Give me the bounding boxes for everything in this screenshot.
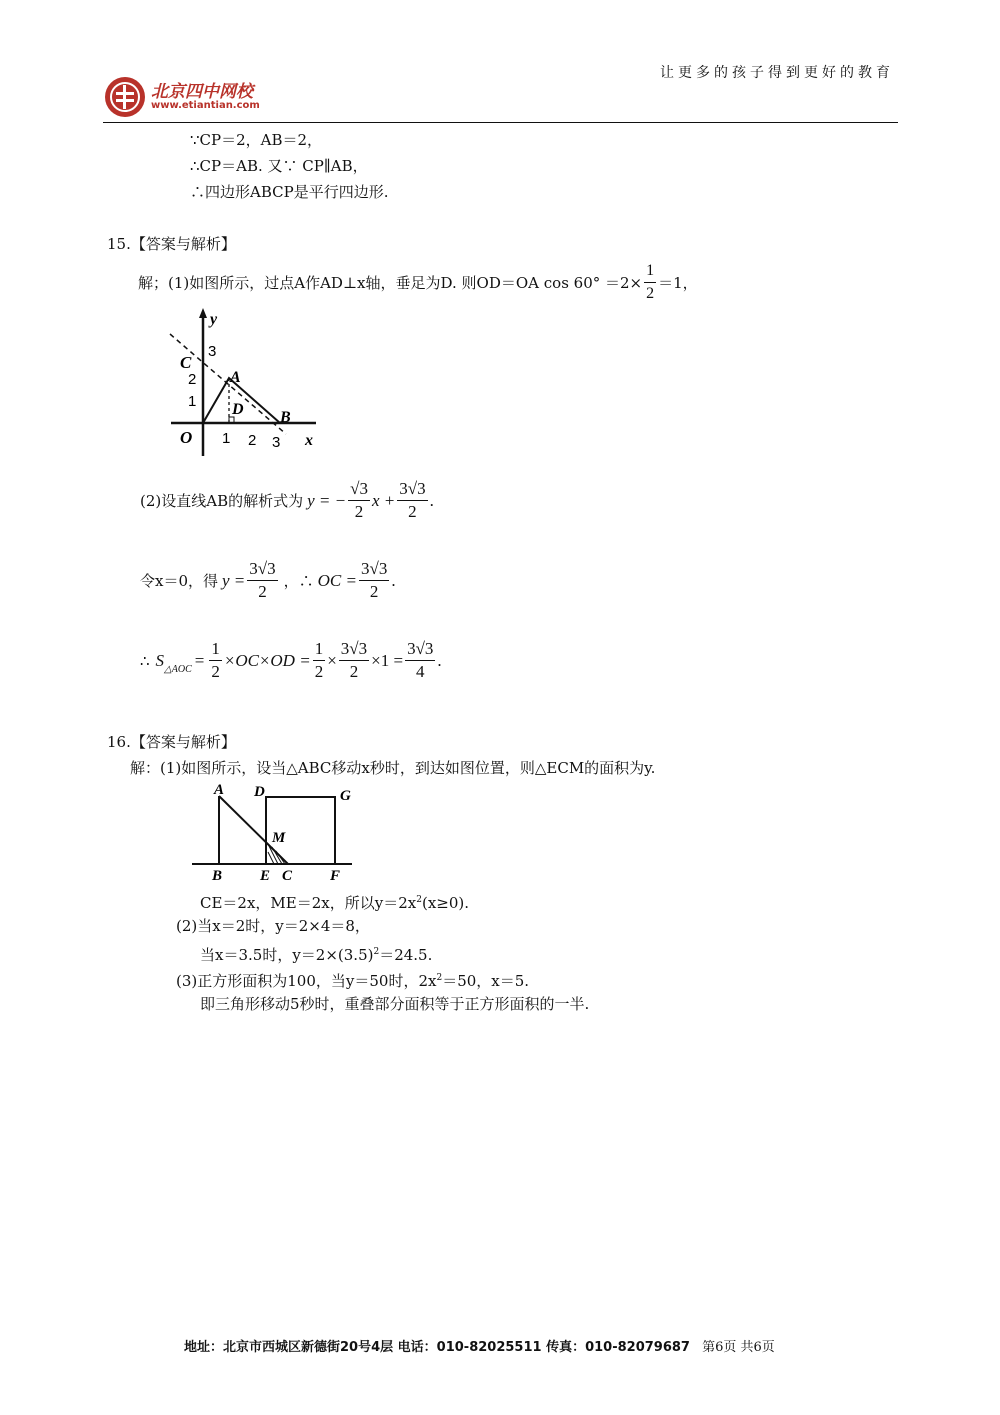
- q15-part2-text: (2)设直线AB的解析式为: [140, 491, 304, 510]
- q16-figure: [190, 780, 360, 882]
- label-c: C: [180, 353, 192, 372]
- q15-area: [140, 638, 442, 683]
- q16-title: 16.【答案与解析】: [107, 733, 236, 751]
- tick-y2: 2: [188, 371, 197, 388]
- q15-part3: [140, 558, 396, 603]
- logo-url: www.etiantian.com: [151, 100, 260, 111]
- frac-3sqrt3-over-2-c: [339, 638, 369, 683]
- frac-3sqrt3-over-2: [247, 558, 277, 603]
- frac-3sqrt3-over-4: [405, 638, 435, 683]
- q15-title: 15.【答案与解析】: [107, 235, 236, 253]
- header-rule: [103, 122, 898, 123]
- footer: [184, 1336, 775, 1355]
- q15-part2: [140, 478, 434, 523]
- logo-text: 北京四中网校: [151, 82, 253, 102]
- q16-part2-end: (x≥0).: [421, 894, 470, 912]
- label-f: F: [330, 868, 341, 882]
- q15-part1: [138, 260, 698, 305]
- frac-numerator: √3: [348, 478, 370, 501]
- q16-part3: (2)当x＝2时，y＝2×4＝8，: [176, 917, 370, 935]
- frac-denominator: 2: [354, 502, 364, 521]
- superscript: 2: [416, 895, 422, 905]
- label-b: B: [212, 868, 223, 882]
- tick-x3: 3: [272, 434, 281, 451]
- frac-denominator: 2: [408, 502, 417, 521]
- q15-part3-text: 令x＝0，得: [140, 571, 219, 590]
- eq-x-plus: x +: [371, 490, 396, 510]
- label-c: C: [282, 868, 293, 882]
- frac-denominator: 2: [369, 582, 379, 601]
- q16-part5-end: ＝50，x＝5.: [442, 972, 530, 990]
- eq-dot: .: [437, 650, 442, 670]
- superscript: 2: [436, 973, 443, 983]
- q16-part4-text: 当x＝3.5时，y＝2×(3.5): [200, 946, 374, 964]
- eq-times-1: ×1 =: [371, 650, 404, 670]
- q15-part1-end: ＝1，: [658, 273, 698, 292]
- prev-line-2: ∴CP＝AB. 又∵ CP∥AB，: [190, 157, 368, 175]
- eq-dot: .: [391, 570, 396, 590]
- q16-part5: [176, 968, 529, 991]
- eq-times: ×: [327, 650, 337, 670]
- q16-part1: 解：(1)如图所示，设当△ABC移动x秒时，到达如图位置，则△ECM的面积为y.: [130, 759, 656, 777]
- frac-3sqrt3-over-2-b: [359, 558, 389, 603]
- footer-address: 地址：北京市西城区新德街20号4层 电话：010-82025511 传真：010-82079687: [184, 1340, 690, 1355]
- frac-3sqrt3-over-2: [397, 478, 427, 523]
- q16-part2-text: CE＝2x，ME＝2x，所以y＝2x: [200, 894, 417, 912]
- label-y: y: [210, 311, 218, 328]
- eq-equals: =: [194, 650, 205, 670]
- label-o: O: [180, 428, 193, 447]
- comma-therefore: ，∴: [283, 571, 314, 590]
- frac-denominator: 2: [646, 285, 655, 302]
- label-g: G: [340, 788, 351, 804]
- frac-denominator: 2: [258, 582, 267, 601]
- logo: [103, 73, 278, 121]
- frac-numerator: 3√3: [359, 558, 389, 581]
- eq-dot: .: [429, 490, 434, 510]
- logo-emblem-icon: [103, 75, 147, 119]
- q15-part1-fraction: [644, 260, 656, 305]
- label-a: A: [214, 782, 225, 798]
- eq-s-subscript: △AOC: [164, 663, 192, 675]
- eq-y-minus: y = −: [307, 490, 347, 510]
- label-x: x: [305, 432, 313, 449]
- frac-1-over-2-b: [313, 638, 326, 683]
- frac-denominator: 4: [415, 662, 425, 681]
- q16-part4-end: ＝24.5.: [379, 946, 433, 964]
- q15-part1-text: 解；(1)如图所示，过点A作AD⊥x轴，垂足为D. 则OD＝OA cos 60° ＝2×: [138, 273, 643, 292]
- label-d: D: [254, 784, 265, 800]
- frac-numerator: 1: [209, 638, 222, 661]
- prev-line-1: ∵CP＝2，AB＝2，: [190, 131, 323, 149]
- frac-denominator: 2: [314, 662, 324, 681]
- y-axis-arrow-icon: [199, 308, 207, 318]
- q15-coordinate-figure: [168, 306, 328, 458]
- frac-numerator: 3√3: [397, 478, 427, 501]
- therefore-symbol: ∴: [140, 651, 150, 670]
- label-a: A: [230, 369, 241, 386]
- label-d: D: [232, 401, 244, 418]
- frac-1-over-2: [209, 638, 222, 683]
- frac-numerator: 3√3: [247, 558, 277, 581]
- tick-y3: 3: [208, 343, 217, 360]
- eq-times-oc-od: ×OC×OD =: [223, 650, 311, 670]
- label-b: B: [280, 409, 291, 426]
- frac-numerator: 1: [313, 638, 326, 661]
- prev-line-3: ∴四边形ABCP是平行四边形.: [190, 183, 389, 201]
- frac-numerator: 3√3: [339, 638, 369, 661]
- eq-oc: OC =: [317, 570, 357, 590]
- label-e: E: [260, 868, 271, 882]
- frac-numerator: 1: [644, 260, 656, 283]
- superscript: 2: [373, 947, 380, 957]
- eq-y: y =: [222, 570, 246, 590]
- tick-y1: 1: [188, 393, 197, 410]
- q16-part2: [200, 890, 469, 913]
- q16-part4: [200, 942, 432, 965]
- frac-denominator: 2: [349, 662, 359, 681]
- label-m: M: [272, 830, 286, 846]
- q16-part5-text: (3)正方形面积为100，当y＝50时，2x: [176, 972, 437, 990]
- frac-denominator: 2: [211, 662, 220, 681]
- footer-page: 第6页 共6页: [702, 1340, 775, 1355]
- frac-numerator: 3√3: [405, 638, 435, 661]
- eq-s: S: [155, 650, 165, 670]
- tick-x1: 1: [222, 430, 231, 447]
- frac-sqrt3-over-2: [348, 478, 370, 523]
- tick-x2: 2: [248, 432, 257, 449]
- q16-part6: 即三角形移动5秒时，重叠部分面积等于正方形面积的一半.: [200, 995, 590, 1013]
- header-slogan: 让更多的孩子得到更好的教育: [660, 65, 894, 81]
